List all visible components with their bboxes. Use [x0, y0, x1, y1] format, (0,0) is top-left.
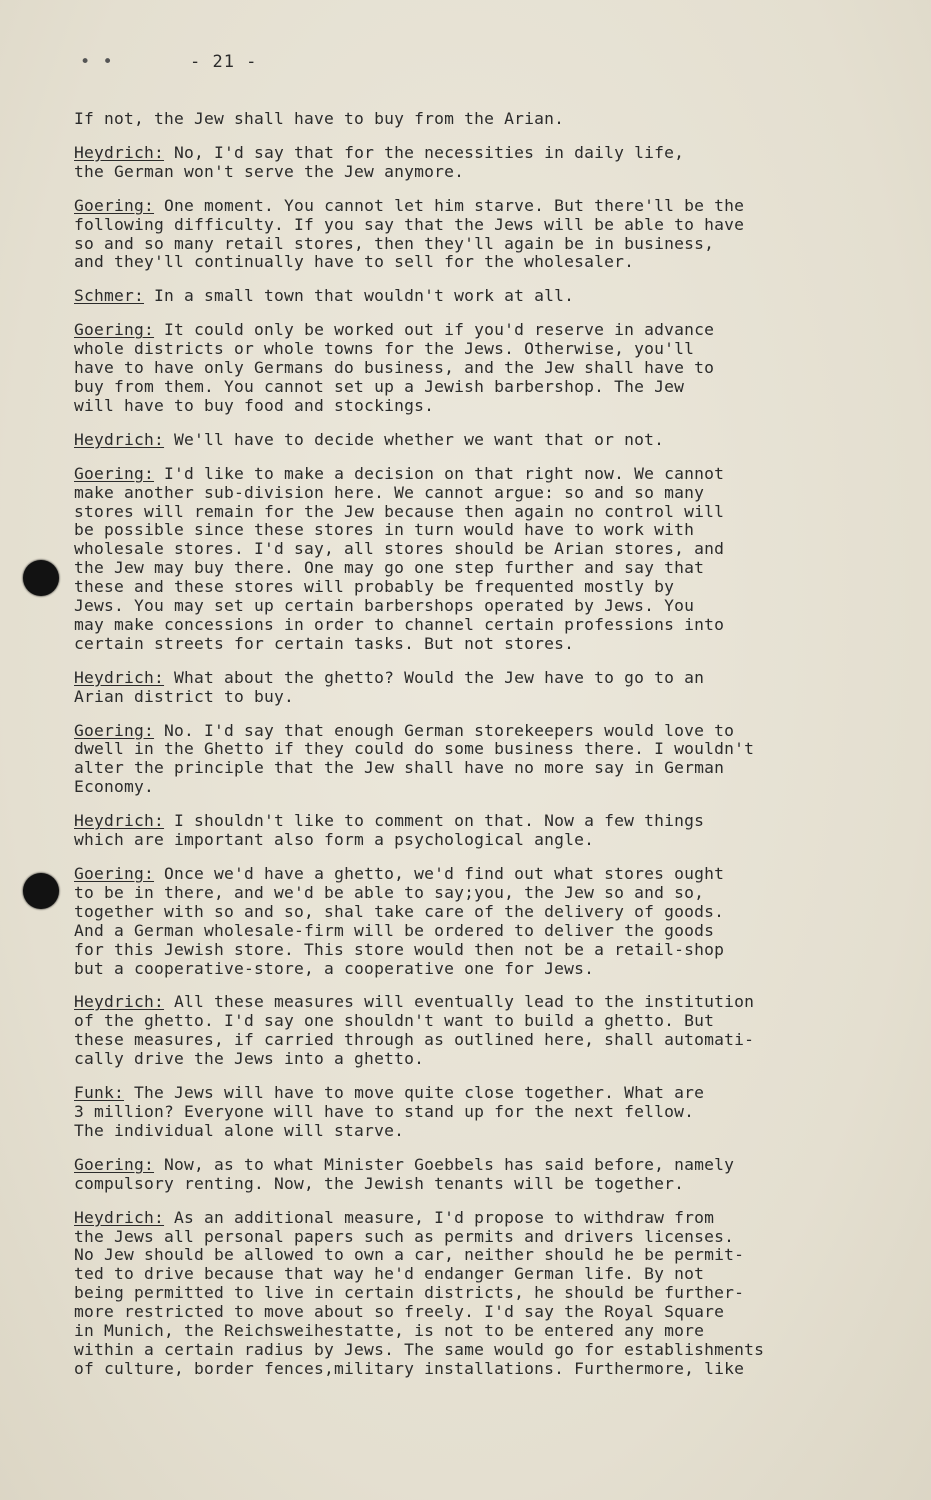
speaker-name: Heydrich:	[74, 992, 165, 1012]
transcript-paragraph	[74, 1209, 874, 1379]
speaker-name: Funk:	[74, 1083, 125, 1103]
paragraph-text: All these measures will eventually lead to the institution of the ghetto. I'd say one shouldn't want to build a ghetto. But these measures, if carried through as outlined here, shall automati- cally drive the Jews into a ghetto.	[74, 992, 755, 1069]
paragraph-text: I'd like to make a decision on that right now. We cannot make another sub-division here. We cannot argue: so and so many stores will remain for the Jew because then again no control will be possible since these stores in turn would have to work with wholesale stores. I'd say, all stores should be Arian stores, and the Jew may buy there. One may go one step further and say that these and these stores will probably be frequented mostly by Jews. You may set up certain barbershops operated by Jews. You may make concessions in order to channel certain professions into certain streets for certain tasks. But not stores.	[74, 463, 725, 653]
transcript-paragraph	[74, 197, 874, 273]
transcript-paragraph	[74, 865, 874, 978]
speaker-name: Heydrich:	[74, 142, 165, 162]
speaker-name: Heydrich:	[74, 667, 165, 687]
transcript-paragraph	[74, 465, 874, 654]
paragraph-text: One moment. You cannot let him starve. But there'll be the following difficulty. If you say that the Jews will be able to have so and so many retail stores, then they'll again be in business, and they'll continually have to sell for the wholesaler.	[74, 195, 745, 272]
page-number: - 21 -	[190, 52, 258, 72]
paragraph-text: We'll have to decide whether we want that or not.	[164, 429, 665, 449]
punch-hole	[23, 873, 59, 909]
page-header	[80, 52, 257, 72]
paragraph-text: The Jews will have to move quite close together. What are 3 million? Everyone will have to stand up for the next fellow. The individual alone will starve.	[74, 1083, 705, 1140]
paragraph-text: No. I'd say that enough German storekeepers would love to dwell in the Ghetto if they could do some business there. I wouldn't alter the principle that the Jew shall have no more say in German Economy.	[74, 720, 755, 797]
paragraph-text: As an additional measure, I'd propose to withdraw from the Jews all personal papers such as permits and drivers licenses. No Jew should be allowed to own a car, neither should he be permit- ted to drive because that way he'd endanger German life. By not being permitted to live in certain districts, he should be further- more restricted to move about so freely. I'd say the Royal Square in Munich, the Reichsweihestatte, is not to be entered any more within a certain radius by Jews. The same would go for establishments of culture, border fences,military installations. Furthermore, like	[74, 1207, 765, 1378]
speaker-name: Heydrich:	[74, 1207, 165, 1227]
speaker-name: Schmer:	[74, 286, 145, 306]
speaker-name: Heydrich:	[74, 429, 165, 449]
paragraph-text: I shouldn't like to comment on that. Now a few things which are important also form a psychological angle.	[74, 811, 705, 850]
paragraph-text: What about the ghetto? Would the Jew have to go to an Arian district to buy.	[74, 667, 705, 706]
transcript-paragraph	[74, 1156, 874, 1194]
paragraph-text: It could only be worked out if you'd reserve in advance whole districts or whole towns for the Jews. Otherwise, you'll have to have only Germans do business, and the Jew shall have to buy from them. You cannot set up a Jewish barbershop. The Jew will have to buy food and stockings.	[74, 320, 715, 415]
transcript-paragraph	[74, 110, 874, 129]
speaker-name: Goering:	[74, 463, 155, 483]
transcript-body	[74, 110, 874, 1394]
transcript-paragraph	[74, 812, 874, 850]
transcript-paragraph	[74, 431, 874, 450]
transcript-paragraph	[74, 993, 874, 1069]
speaker-name: Goering:	[74, 864, 155, 883]
speaker-name: Goering:	[74, 1154, 155, 1174]
paragraph-text: If not, the Jew shall have to buy from the Arian.	[74, 109, 565, 128]
speaker-name: Goering:	[74, 320, 155, 340]
speaker-name: Heydrich:	[74, 811, 165, 831]
transcript-paragraph	[74, 1084, 874, 1141]
transcript-paragraph	[74, 287, 874, 306]
corner-marks: • •	[80, 52, 114, 72]
transcript-paragraph	[74, 144, 874, 182]
transcript-paragraph	[74, 722, 874, 798]
paragraph-text: Once we'd have a ghetto, we'd find out what stores ought to be in there, and we'd be able to say;you, the Jew so and so, together with so and so, shal take care of the delivery of goods. And a German wholesale-firm will be ordered to deliver the goods for this Jewish store. This store would then not be a retail-shop but a cooperative-store, a cooperative one for Jews.	[74, 864, 725, 978]
paragraph-text: No, I'd say that for the necessities in daily life, the German won't serve the Jew anymore.	[74, 142, 685, 181]
transcript-paragraph	[74, 669, 874, 707]
punch-hole	[23, 560, 59, 596]
transcript-paragraph	[74, 321, 874, 416]
speaker-name: Goering:	[74, 720, 155, 740]
paragraph-text: In a small town that wouldn't work at all.	[144, 286, 575, 306]
speaker-name: Goering:	[74, 195, 155, 215]
paragraph-text: Now, as to what Minister Goebbels has said before, namely compulsory renting. Now, the Jewish tenants will be together.	[74, 1154, 735, 1193]
